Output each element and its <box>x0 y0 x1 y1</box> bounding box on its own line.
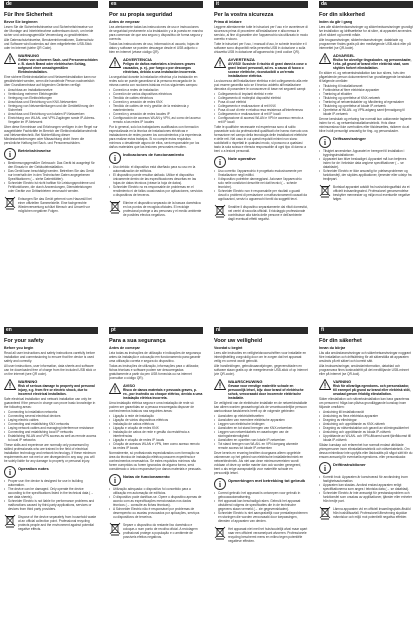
list-item: • Instalação de cabos elétricos <box>109 422 203 426</box>
warning-text-2: Normalmente, só profissionais especializados com formação na área da técnica de instalação elétrica possuem experiência e conhecimentos necessários. Se estes requisitos mínimos não forem cumpridos ou forem ignorados de alguma forma, será considerado o único responsável por danos materiais e pessoais. <box>109 451 202 471</box>
list-item: • Configurazione di accessi WLAN e VPN e accesso remoto a reti IP locali <box>214 116 308 124</box>
warning-list <box>4 88 98 124</box>
downloads-paragraph: Alle handleidingen, gebruiksaanwijzingen, gegevensbladen en software staan gratis op de meegeleverde USB-stick of op internet (zie QR-code). <box>214 364 308 376</box>
list-item: • Conexión a redes de instalación <box>109 88 203 92</box>
warning-text: La sicurezza dell'installazione elettrica e del collegamento alla rete può essere garantita solo se il tecnico addetto all'installazione dimostra di possedere le conoscenze di base nei seguenti campi: <box>214 79 308 91</box>
intro-paragraph: Lesen Sie die Sicherheitshinweise und Sicherheitshinweise vor der Montage und Inbetriebnahme aufmerksam durch, um beide sicher und ordnungsgemäße Verwendung zu gewährleisten. <box>4 25 94 37</box>
section-title: Para a sua segurança <box>109 338 166 344</box>
warning-label: WARNING <box>18 379 38 384</box>
list-item: • Ligação de vários dispositivos elétricos <box>109 418 203 422</box>
list-item: • Anslutning till installationsnät <box>319 410 413 414</box>
warning-text: En sikker el- og netværksinstallation kan kun sikres, hvis den pågældende person dokumenteret har grundlæggende kendskab til følgende områder: <box>319 71 411 83</box>
list-item: • Establishing WLAN and VPN access as well as remote access to local IP networks <box>4 434 98 442</box>
before-you-begin-heading: Innan du börjar <box>319 346 346 350</box>
disposal-text: Het apparaat niet met het huishoudelijk afval maar apart naar een officieel verzamelpunt afvoeren. Professionele recycling beschermt mens en milieu tegen potentiële negatieve effecten. <box>228 527 308 543</box>
operation-notes-block <box>214 156 308 168</box>
disposal-block <box>109 522 203 539</box>
warning-label: WARNUNG <box>18 53 40 58</box>
intro-paragraph: Læs alle sikkerhedsanvisninger og sikkerhedsanvisninger grundigt før installation og idriftsættelse for at sikre, at apparatet anvendes på et sikkert og korrekt måde. <box>319 25 413 37</box>
warning-lead: Gefahr von schweren Sach- und Personenschäden z. B. durch Brand oder elektrischen Schlag, aufgrund einer unsachgemäßen Elektroinstallation. <box>18 58 98 74</box>
warning-lead: AVVISO! Sussiste il rischio di gravi danni a cose o gravi lesioni personali, ad es. a causa di fuoco o scosse elettriche, riconducibili a un'errata installazione elettrica. <box>228 62 307 78</box>
list-item: • Verlegung von Elektroleitungen <box>4 96 98 100</box>
warning-label: WAARSCHUWING <box>228 379 263 384</box>
list-item: • Tilslutning og oprettelse af KNX-netværk <box>319 96 413 100</box>
list-item: • Tot stand brengen van WLAN- en VPN-toegang alsmede remote access tot lokale IP-netwerken <box>214 442 308 450</box>
operation-notes-list <box>214 169 308 201</box>
disposal-block <box>214 526 308 543</box>
warning-block <box>214 379 308 400</box>
warning-label: AVVERTENZA <box>228 57 255 62</box>
section-title: For din sikkerhed <box>319 12 365 18</box>
list-item: • Ligação e criação de redes KNX <box>109 426 203 430</box>
list-item: • O dispositivo pode danificar-se. Opere o dispositivo apenas de acordo com as especificações mencionadas nos dados técnicos (→ consulte as fichas técnicas). <box>109 495 203 507</box>
warning-triangle-icon <box>4 53 16 64</box>
warning-text-2: Deze kennis en ervaring bezitten doorgaans alleen opgeleide vakmensen op het gebied van elektrische installatietechniek en netwerktechniek. Als niet aan deze minimumvereisten wordt voldaan of deze op welke manier dan ook worden genegeerd, bent u als enige aansprakelijk voor materiële schade en persoonlijk letsel. <box>214 451 304 475</box>
warning-list <box>319 410 413 442</box>
list-item: • Leggen van netwerkkabels en waarborgen van de storingsbestendigheid <box>214 430 308 438</box>
before-you-begin-heading: Antes de empezar <box>109 20 140 24</box>
warning-text-2: Por lo general, solo los trabajadores cualificados con formación especializada en la técnica de instalaciones eléctricas e instalaciones de redes poseen los conocimientos y la experiencia para realizar estos trabajos. Si no cumple estos requisitos mínimos o desatiende alguno de ellos, será responsable por los daños materiales que las lesiones personales resulten. <box>109 125 202 149</box>
disposal-block <box>214 204 308 221</box>
warning-list <box>109 88 203 124</box>
info-icon: i <box>319 462 331 474</box>
crossed-bin-icon <box>214 204 226 218</box>
list-item: • Das Gerät kann beschädigt werden. Betreiben Sie das Gerät nur innerhalb der in den Technischen Daten angegebenen Spezifikationen (→ siehe Datenblätter). <box>4 169 98 181</box>
section-title: För din säkerhet <box>319 338 362 344</box>
section-en <box>4 327 98 531</box>
list-item: • Dragning av elledningar <box>319 418 413 422</box>
operation-notes-list <box>109 165 203 197</box>
downloads-paragraph: Todas as instruções de utilização, informações para o utilizador, fichas técnicas e software podem ser descarregadas gratuitamente a partir da pen USB fornecida ou na internet (consultar o código QR). <box>109 364 200 380</box>
before-you-begin-heading: Prima di iniziare <box>214 20 242 24</box>
before-you-begin-heading: Before you begin <box>4 346 34 350</box>
disposal-text: Lämna apparaten vid en officiell insamlingsplats åtskild från hushållsavfall. Professionell återvinning skyddar människor och miljö mot potentiellt negativa effekter. <box>333 507 411 519</box>
warning-label: VARNING <box>333 379 352 384</box>
list-item: • Schneider Electric is not liable for performance problems and malfunctions caused by third-party applications, services or devices from third party providers. <box>4 499 98 511</box>
list-item: • Connecting to installation networks <box>4 410 98 414</box>
disposal-block <box>319 506 413 520</box>
list-item: • Aansluiten van meerdere elektrische apparaten <box>214 418 308 422</box>
warning-block <box>109 57 203 74</box>
before-you-begin-heading: Bevor Sie beginnen <box>4 20 38 24</box>
info-icon: i <box>109 474 121 486</box>
list-item: • Uso debido: el dispositivo está diseñado para su uso en la automatización de edificios. <box>109 165 203 173</box>
operation-notes-heading: Opmerkingen met betrekking tot gebruik <box>228 478 306 483</box>
warning-list <box>319 84 413 116</box>
list-item: • Laying electric cables <box>4 418 98 422</box>
intro-paragraph: Lea atentamente todas las instrucciones de uso e instrucciones de seguridad previamente a la instalación y a la puesta en marcha para comenzar de que sea seguro y dispositivo de forma segura y correcta. <box>109 25 203 41</box>
list-item: • Aansluiten en opzetten van lokale IP-netwerken <box>214 438 308 442</box>
list-item: • Forbindelse af flere elektriske apparater <box>319 88 413 92</box>
warning-triangle-icon <box>109 57 121 68</box>
warning-text-2: Sådan kunskap och erfarenhet har normalt endast utbildade yrkespersoner inom elinstallationsteknik och nätverksteknik. Om dessa minimikrav inte uppfylls eller åsidosätts på något sätt blir du ensam ansvarig för eventuella egendoms- eller personskador. <box>319 443 413 459</box>
language-code: nl <box>214 327 308 334</box>
list-item: • Verlegung von Netzwerkleitungen und die Geräteführung der Sicherheit <box>4 104 98 112</box>
list-item: • Einrichtung von WLAN- und VPN-Zugängen sowie IP-Adress-Vergabe im IP-Netzwerk <box>4 116 98 124</box>
list-item: • Het apparaat kan beschadigd raken. Gebruik het apparaat uitsluitend volgens de specificaties die in de technische gegevens staan vermeld (→ zie gegevensbladen). <box>214 499 308 511</box>
list-item: • Schneider Electric non è responsabile per risultati o guasti dovuti o problemi di prestazione o malfunzionamenti causati da applicazioni, servizi o apparecchi forniti da soggetti terzi. <box>214 189 308 201</box>
info-icon: i <box>319 136 331 148</box>
warning-block <box>214 57 308 78</box>
warning-text: Eine sichere Elektroinstallation und Netzwerkinstallation kann nur gewährleistet werden, wenn die handelnde Person nachweislich über Grundkenntnisse auf folgenden Gebieten verfügt: <box>4 75 97 87</box>
info-icon: i <box>214 478 226 490</box>
list-item: • Aansluiten en tot stand brengen van KNX-netwerken <box>214 426 308 430</box>
before-you-begin-heading: Voordat u begint <box>214 346 243 350</box>
list-item: • Tilslutning og oprettelse af lokale IP-netværk <box>319 104 413 108</box>
operation-notes-block <box>4 466 98 478</box>
list-item: • Anschluss und Einrichtung von lokalen IP-Netzwerken <box>4 112 98 116</box>
operation-notes-heading: Driftinstruktioner <box>333 462 366 467</box>
list-item: • Collegamento di impianti elettrici e rete <box>214 92 308 96</box>
warning-block <box>4 379 98 396</box>
warning-text: De veiligheid van de elektrische installatie en de netwerkinstallatie kan alleen worden gewaarborgd als de verantwoordelijke persoon aantoonbaar basiskennis heeft op de volgende gebieden: <box>214 401 308 413</box>
list-item: • The device can be damaged. Only operate the device according to the specifications listed in the technical data (→ see data sheets). <box>4 487 98 499</box>
section-title: Per la vostra sicurezza <box>214 12 274 18</box>
operation-notes-block <box>109 474 203 486</box>
downloads-paragraph: All user instructions, user information, data sheets and software can be downloaded free of charge from the included USB stick or on the internet (see QR code). <box>4 364 96 376</box>
disposal-block <box>319 184 413 201</box>
list-item: • Collegamento di molteplici dispositivi elettrici <box>214 96 308 100</box>
operation-notes-list <box>4 479 98 511</box>
operation-notes-heading: Driftsanvisninger <box>333 136 366 141</box>
operation-notes-list <box>319 475 413 503</box>
section-title: For your safety <box>4 338 44 344</box>
list-item: • Schneider Electric ist nicht haftbar für Leistungsprobleme und Fehlfunktionen, die durch Anwendungen, Diensteleistungen oder Geräte von Drittanbietern verursacht werden. <box>4 181 98 193</box>
list-item: • Collegamento e realizzazione di reti KNX <box>214 104 308 108</box>
operation-notes-heading: Note operative <box>228 156 256 161</box>
warning-block <box>4 53 98 74</box>
list-item: • Apparaten kan skadas. Använd endast apparaten enligt specifikationerna som anges i tekniska data (→ se datablad). <box>319 483 413 491</box>
list-item: • Leggen van elektrische leidingen <box>214 422 308 426</box>
intro-paragraph: Leia todas as instruções de utilização e indicações de segurança antes da instalação e colocação em funcionamento para garantir uma utilização correta e segura do dispositivo. <box>109 351 201 363</box>
operation-notes-heading: Operation notes <box>18 466 49 471</box>
operation-notes-list <box>109 487 203 519</box>
downloads-paragraph: Alle Datenschutzhinweise, Benutzerinformationen, Datenschutz und Software wird kostenlos auf dem mitgelieferten USB-Stick oder im Internet (siehe QR Code). <box>4 38 94 50</box>
list-item: • Anslutning och upprättande av KNX-nätverk <box>319 422 413 426</box>
disposal-block <box>4 514 98 531</box>
list-item: • Posa di cavi di rete e relativa resa resistenza all'interferenza <box>214 108 308 112</box>
list-item: • Anschluss an Installationsnetze <box>4 88 98 92</box>
before-you-begin-heading: Inden du går i gang <box>319 20 353 24</box>
warning-lead: Risiko for alvorlige tingsskader- og personskader, f.eks. på grund af brand eller elektrisk stød, som skyldes forkert elinstallation. <box>333 58 412 70</box>
operation-notes-block <box>109 152 203 164</box>
warning-lead: Gevaar voor ernstige materiële schade en persoonlijk letsel, bijv. door brand of elektrische schok, veroorzaakt door incorrecte elektrische installatie. <box>228 384 304 400</box>
list-item: • Schneider Electric is niet aansprakelijk voor prestatieproblemen en storingen die worden veroorzaakt door toepassingen, diensten of apparaten van derden. <box>214 511 308 523</box>
warning-block <box>319 53 413 70</box>
operation-notes-heading: Indicaciones de funcionamiento <box>123 152 184 157</box>
disposal-text: Separe o dispositivo do restante lixo doméstico e coloque-o num ponto de recolha oficial. A reciclagem profissional protege a população e o ambiente de possíveis efeitos negativos. <box>123 523 198 539</box>
disposal-text: Smaltire il dispositivo separatamente dai rifiuti domestici, nei centri di raccolta ufficiali. Il riciclaggio professionale contribuisce alla tutela delle persone e dell'ambiente dagli eventuali effetti negativi. <box>228 205 308 221</box>
list-item: • Tendido de cables eléctricos <box>109 96 203 100</box>
list-item: • Proper use: the device is designed for use in building automation. <box>4 479 98 487</box>
warning-lead: Risk of serious damage to property and personal injury, e.g. from fire or electric shock, due to incorrect electrical installation. <box>18 384 95 396</box>
language-code: fi <box>319 327 413 334</box>
list-item: • Tendido de cables de red y gestión de la resistencia y mantenimiento <box>109 104 203 112</box>
info-icon: i <box>109 152 121 164</box>
warning-text-2: Denne kendskab og erfaring har normalt kun uddannede faglærte inden for el- og netværksinstallationsteknik. Hvis disse minimumskrav ikke overholdes eller tilsidesættes, risikerer du at blive holdt personligt ansvarlig for ting- og personskader. <box>319 117 412 133</box>
warning-label: ADVERTENCIA <box>123 57 152 62</box>
list-item: • Posa di cavi elettrici <box>214 100 308 104</box>
warning-text-2: Über diese Kenntnisse und Erfahrungen verfügen in der Regel nur ausgebildete Fachkräfte im Bereich der Elektroinstallationstechnik und Netzwerktechnik. Bei Nichterfüllung dieser Mindestanforderungen oder Missachtung droht Ihnen die persönliche Haftung bei Sach- und Personenschäden. <box>4 125 98 145</box>
warning-triangle-icon <box>319 53 331 64</box>
disposal-text: Elimine el dispositivo separado de la basura doméstica en los puntos de recogida oficiales. El reciclaje profesional protege a las personas y el medio ambiente de posibles efectos negativos. <box>123 201 202 217</box>
operation-notes-list <box>4 161 98 193</box>
warning-text-2: Tutte le qualifiche necessarie ed esperienza sono di solito possedute solo da professionisti qualificati che hanno ricevuto una formazione nel campo della tecnologia delle installazioni elettriche e delle reti. Nel caso in cui questi requisiti minimi non siano soddisfatti o rispettati in qualsiasi modo, si possono a qualsiasi tasto la sola scissa e ritenuta responsabile di ogni tipo di danno a beni o a lesioni personali. <box>214 125 308 153</box>
operation-notes-list <box>319 149 413 181</box>
list-item: • Trækning af elkabler <box>319 92 413 96</box>
list-item: • Uso corretto: l'apparecchio è progettato esclusivamente per l'installazione negli edifici. <box>214 169 308 177</box>
list-item: • Tilslutning til installationsnet <box>319 84 413 88</box>
list-item: • Aansluiten op elektriciteitsnetten <box>214 414 308 418</box>
language-code: es <box>109 1 203 8</box>
warning-text: Safe electrical installation and network installation can only be guaranteed if the person in charge can prove basic knowledge in the following areas: <box>4 397 96 409</box>
list-item: • Conexión y creación de redes locales IP <box>109 112 203 116</box>
downloads-paragraph: Tutte le istruzioni per l'uso, i manuali d'uso, le schede tecniche e il software sono disponibili nella pennetta USB in dotazione o sulla chiavetta USB in dotazione all'apparecchio (vedi codice QR). <box>214 42 307 54</box>
disposal-block <box>109 200 203 217</box>
warning-triangle-icon <box>214 379 226 390</box>
bottom-band <box>0 326 420 640</box>
crossed-bin-icon <box>4 514 16 528</box>
warning-list <box>214 414 308 450</box>
warning-lead: Peligro de daños materiales a lesiones graves causados, p. ej., por fuego o por descargas eléctricas, debido a una instalación incorrecta. <box>123 62 197 74</box>
language-code: de <box>4 1 98 8</box>
list-item: • Tilsigtet anvendelse: Apparatet er beregnet til installation i bygningsinstallationer. <box>319 149 413 157</box>
crossed-bin-icon <box>319 506 331 520</box>
language-code: da <box>319 1 413 8</box>
warning-triangle-icon <box>214 57 226 68</box>
info-icon: i <box>214 156 226 168</box>
warning-triangle-icon <box>109 383 121 394</box>
list-item: • Schneider Electric er ikke ansvarlig for ydelsesproblemer og funktionsfejl, der skyldes applikationer, tjenester eller udstyr fra tredjepart. <box>319 169 413 181</box>
warning-lead: Risco de danos materiais e pessoais graves, p. ex., por incêndio ou choque elétrico, devido a uma instalação elétrica incorreta. <box>123 388 203 400</box>
list-item: • Utilização adequada: o dispositivo foi concebido para a utilização em automação de edifícios. <box>109 487 203 495</box>
list-item: • Verbindung mehrerer Elektrogeräte <box>4 92 98 96</box>
operation-notes-block <box>4 148 98 160</box>
section-pt <box>109 327 203 539</box>
list-item: • Bestimmungsgemäßer Gebrauch: Das Gerät ist ausgelegt für den Einsatz in der Gebäudeinstallation. <box>4 161 98 169</box>
crossed-bin-icon <box>4 196 16 210</box>
disposal-text: Bortskaf apparatet adskilt fra husholdningsaffald via et officielt indsamlingssted. Professionel genanvendelse beskytter mennesker og miljø mod eventuelle negative følger. <box>333 185 411 201</box>
list-item: • Anslutning och upprättande av lokala IP-nätverk <box>319 430 413 434</box>
list-item: • El dispositivo puede resultar dañado. Utilice el dispositivo únicamente dentro de las especificaciones descritas en las hojas de datos técnicos (véase la hoja de datos). <box>109 173 203 185</box>
warning-label: AVISO <box>123 383 136 388</box>
warning-list <box>4 410 98 442</box>
list-item: • Criação de acessos WLAN e VPN, bem como acesso remoto às redes IP locais <box>109 442 203 450</box>
warning-text: Säker elinstallation och nätverksinstallation kan bara garanteras om personen i fråga kan påvisa grundläggande kunskap inom följande områden: <box>319 397 410 409</box>
downloads-paragraph: Alla bruksanvisningar, användarinformation, datablad och programvara finns kostnadsfritt på det medföljande USB-minnet eller på internet (se QR-kod). <box>319 364 409 376</box>
language-code: pt <box>109 327 203 334</box>
warning-label: ADVARSEL <box>333 53 355 58</box>
operation-notes-block <box>319 136 413 148</box>
list-item: • Ligação à rede de instalação <box>109 414 203 418</box>
operation-notes-block <box>214 478 308 490</box>
intro-paragraph: Read all user instructions and safety instructions carefully before installation and commissioning to ensure that the device is used safely and correctly. <box>4 351 96 363</box>
section-title: Por su propia seguridad <box>109 12 173 18</box>
language-code: en <box>4 327 98 334</box>
disposal-block <box>4 196 98 213</box>
section-it <box>214 1 308 221</box>
warning-text: Uma instalação elétrica segura e uma instalação de rede só podem ser garantidas se a pessoa encarregada dispuser de conhecimentos básicos nas seguintes áreas: <box>109 401 195 413</box>
list-item: • Korrekt bruk: Apparaten är konstruerad för användning inom fastighetsautomation. <box>319 475 413 483</box>
operation-notes-heading: Notas de funcionamento <box>123 474 170 479</box>
list-item: • Trækning af netværkskabler og håndtering af egenskaber <box>319 100 413 104</box>
warning-lead: Risk för allvarliga egendoms- och personskador, till exempel på grund av brand eller elektrisk stöt, orsakad genom felaktig elinstallation. <box>333 384 411 396</box>
list-item: • Anslutning av flera elektriska apparater <box>319 414 413 418</box>
intro-paragraph: Leggere attentamente tutte le istruzioni per l'uso e le avvertenze di sicurezza prima di procedere all'installazione e alla messa in servizio, al fine di garantire che l'apparecchio sia utilizzato in modo corretto e sicuro. <box>214 25 308 41</box>
disposal-text: Dispose of the device separately from household waste at an official collection point. Professional recycling protects people and the environment against potential negative effects. <box>18 515 97 531</box>
warning-text: La seguridad durante la instalación eléctrica y la instalación en redes solo se puede garantizar si la persona encargada de la misma cuenta con nociones básicas en los siguientes campos: <box>109 75 198 87</box>
list-item: • Il dispositivo potrebbe danneggiarsi. Azionare l'apparecchio solo nelle condizioni descritte nei dati tecnici (→ schede tecniche). <box>214 177 308 189</box>
crossed-bin-icon <box>319 184 331 198</box>
info-icon: i <box>4 148 16 160</box>
list-item: • Configuración de accesos WLAN y VPN, así como del acceso remoto a las redes IP locales <box>109 116 203 124</box>
list-item: • Connecting several electrical devices <box>4 414 98 418</box>
language-code: it <box>214 1 308 8</box>
list-item: • Conexión de varios dispositivos eléctricos <box>109 92 203 96</box>
list-item: • Schneider Electric no es responsable de problemas en el rendimiento ni de fallos ocasionados por aplicaciones, servicios o dispositivos de terceros. <box>109 185 203 197</box>
before-you-begin-heading: Antes de começar <box>109 346 140 350</box>
list-item: • Schneider Electric är inte ansvarigt för prestandaproblem och funktionsfel som orsakas av applikationer, tjänster eller enheter från tredje part. <box>319 491 413 503</box>
list-item: • A Schneider Electric não é responsável por problemas de desempenho ou avarias provocados por aplicações, serviços ou dispositivos de terceiros. <box>109 507 203 519</box>
list-item: • Connecting and establishing KNX networks <box>4 422 98 426</box>
warning-block <box>109 383 203 400</box>
downloads-paragraph: Alle brugsanvisninger, sikkerhedsanvisninger, datablade og programmer findes gratis på den medfølgende USB-stick eller på internettet (se QR-kode). <box>319 38 411 50</box>
list-item: • Ligação e criação de redes IP locais <box>109 438 203 442</box>
list-item: • Dragning av nätverkskablar och garanti av störningssäkerhet <box>319 426 413 430</box>
list-item: • Instalação de cabos de rede e gestão da resistência a interferências <box>109 430 203 438</box>
section-de <box>4 1 98 213</box>
list-item: • Laying network cables and managing interference resistance <box>4 426 98 430</box>
list-item: • Upprättande av WLAN- och VPN-åtkomst samt fjärråtkomst till lokala IP-nätverk <box>319 434 413 442</box>
operation-notes-block <box>319 462 413 474</box>
section-fi <box>319 327 413 520</box>
warning-block <box>319 379 413 396</box>
list-item: • Apparatet kan blive beskadiget. Apparatet må kun betjenes inden for de i tekniske data angivne specifikationer (→ se datablade). <box>319 157 413 169</box>
list-item: • Collegamento e realizzazione di reti IP locali <box>214 112 308 116</box>
list-item: • Conexión y creación de redes KNX <box>109 100 203 104</box>
warning-text-2: These skills and experience are normally only possessed by skilled professionals who are trained in the field of electrical installation technology and network technology. If these minimum requirements are not met or are disregarded in any way, you will be solely liable for any damage to property or personal injury. <box>4 443 96 463</box>
section-da <box>319 1 413 201</box>
list-item: • Oprettelse af WLAN- og VPN-adgang samt fjernadgang til lokale IP-netværk <box>319 108 413 116</box>
section-title: Voor uw veiligheid <box>214 338 263 344</box>
intro-paragraph: Läs alla användaranvisningar och säkerhetsanvisningar noggrant före installation och driftsättning för att säkerställa att apparaten används på ett säkert och korrekt sätt. <box>319 351 411 363</box>
downloads-paragraph: Todas las instrucciones de uso, información al usuario, hojas de datos y software se pueden descargar desde el USB adjunto o bien en internet (véase código QR). <box>109 42 200 54</box>
warning-list <box>214 92 308 124</box>
warning-triangle-icon <box>319 379 331 390</box>
list-item: • Anschluss und Einrichtung von KNX-Netzwerken <box>4 100 98 104</box>
crossed-bin-icon <box>109 200 121 214</box>
section-title: Für Ihre Sicherheit <box>4 12 53 18</box>
operation-notes-list <box>214 491 308 523</box>
disposal-text: Entsorgen Sie das Gerät getrennt vom Hausmüll bei einer offiziellen Sammelstelle. Eine fachgerechte Wiederverwertung schützt Mensch und Umwelt vor möglichen negativen Folgen. <box>18 197 92 213</box>
section-nl <box>214 327 308 543</box>
section-es <box>109 1 203 217</box>
warning-triangle-icon <box>4 379 16 390</box>
operation-notes-heading: Betriebshinweise <box>18 148 51 153</box>
crossed-bin-icon <box>214 526 226 540</box>
list-item: • Correct gebruik: het apparaat is ontworpen voor gebruik in gebouwautomatisering. <box>214 491 308 499</box>
info-icon: i <box>4 466 16 478</box>
intro-paragraph: Lees alle instructies en veiligheidsvoorschriften voor installatie en inbedrijfstelling zorgvuldig door om te zorgen dat het apparaat veilig en correct wordt gebruikt. <box>214 351 307 363</box>
list-item: • Connecting and establishing local IP networks <box>4 430 98 434</box>
warning-list <box>109 414 203 450</box>
crossed-bin-icon <box>109 522 121 536</box>
